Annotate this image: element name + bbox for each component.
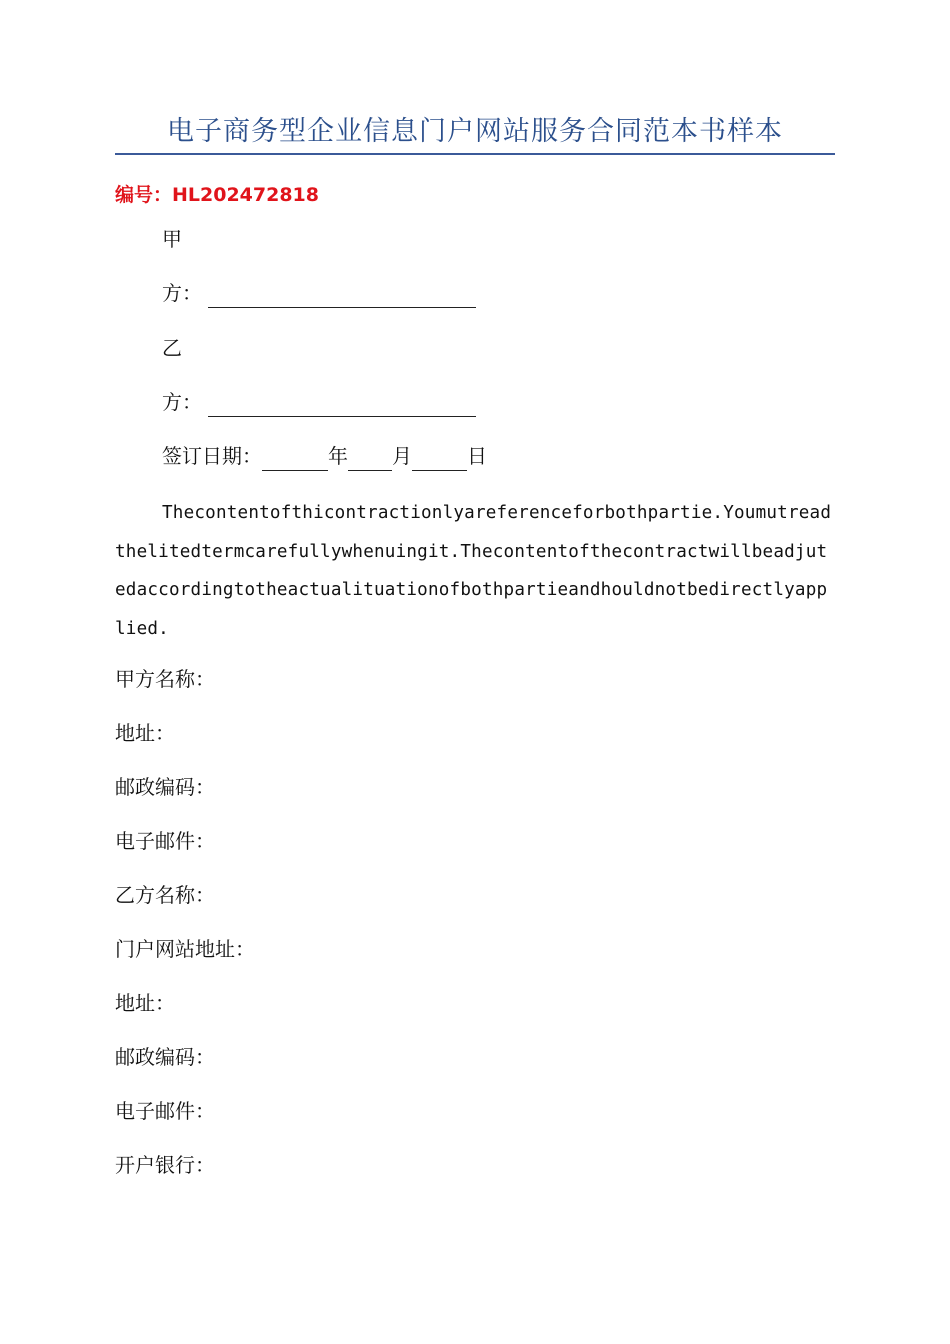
document-title: 电子商务型企业信息门户网站服务合同范本书样本 [167, 116, 783, 147]
field-party-b-email: 电子邮件： [115, 1099, 215, 1123]
field-party-a-email: 电子邮件： [115, 829, 215, 853]
field-party-a-address: 地址： [115, 721, 175, 745]
day-label: 日 [467, 444, 487, 468]
field-portal-address: 门户网站地址： [115, 937, 255, 961]
reference-notice: Thecontentofthicontractionlyareferenceforbothpartie.Youmutreadthelitedtermcarefullywhenuingit.Thecontentofthecontractwillbeadjutedaccordingtotheactualituationofbothpartieandhouldnotbedirectlyapplied. [115, 503, 832, 639]
party-b-label-top [162, 333, 182, 363]
party-a-char: 甲 [162, 227, 182, 251]
party-a-line [162, 278, 476, 308]
party-b-line [162, 387, 476, 417]
field-bank: 开户银行： [115, 1153, 215, 1177]
year-blank[interactable] [262, 448, 328, 471]
field-party-b-postcode: 邮政编码： [115, 1045, 215, 1069]
party-a-blank[interactable] [208, 285, 476, 308]
day-blank[interactable] [412, 448, 467, 471]
party-b-blank[interactable] [208, 394, 476, 417]
party-b-char: 乙 [162, 336, 182, 360]
party-a-label-top [162, 224, 182, 254]
sign-date-line [162, 441, 487, 471]
field-party-b-name: 乙方名称： [115, 883, 215, 907]
title-underline [115, 153, 835, 155]
year-label: 年 [328, 444, 348, 468]
contract-number: 编号：HL202472818 [115, 184, 319, 206]
party-a-label: 方： [162, 281, 202, 305]
sign-date-label: 签订日期： [162, 444, 262, 468]
month-blank[interactable] [348, 448, 392, 471]
month-label: 月 [392, 444, 412, 468]
field-party-a-postcode: 邮政编码： [115, 775, 215, 799]
field-party-a-name: 甲方名称： [115, 667, 215, 691]
party-b-label: 方： [162, 390, 202, 414]
field-party-b-address: 地址： [115, 991, 175, 1015]
